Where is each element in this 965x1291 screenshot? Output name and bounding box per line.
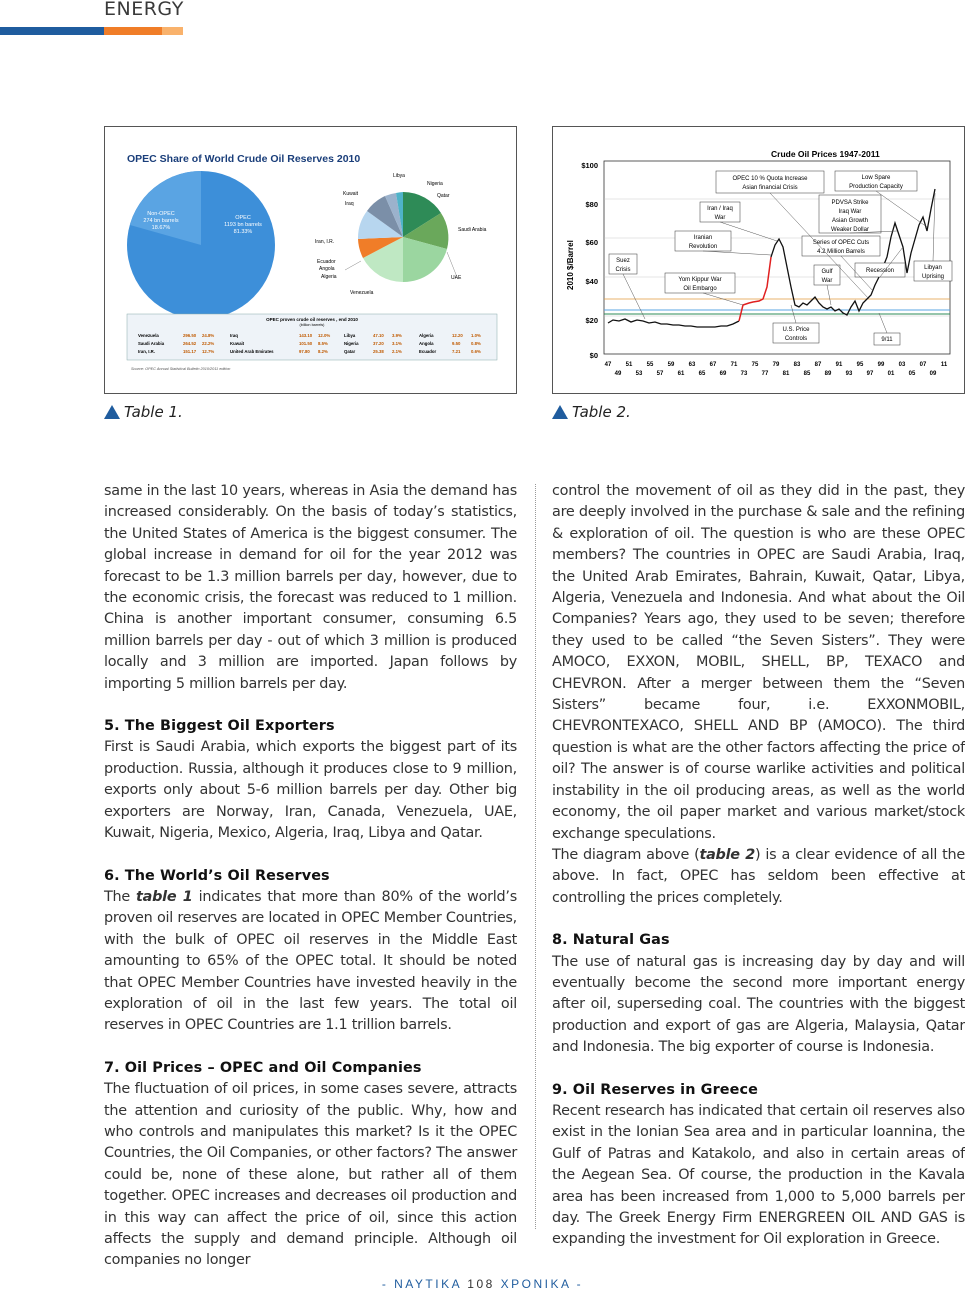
annotation: Revolution <box>688 244 718 250</box>
x-tick-label: 75 <box>751 362 759 368</box>
label-saudi-arabia: Saudi Arabia <box>458 227 487 233</box>
x-tick-label: 93 <box>845 371 853 377</box>
section-label: ENERGY <box>104 0 184 20</box>
footer-right: ΧΡΟΝΙΚΑ - <box>500 1277 584 1291</box>
x-tick-label: 91 <box>835 362 843 368</box>
paragraph: The fluctuation of oil prices, in some cases severe, attracts the attention and curiosity of the public. Why, how and who controls and manipulates this market? Is it the OPEC Countries, the Oil Companies, or other factors? The answer could be, none of these alone, but rather all of them together. OPEC increases and decreases oil production and in this way can affect the price of oil, since this action affects the supply and demand principle. Although oil companies no longer <box>104 1081 517 1269</box>
table-title: OPEC proven crude oil reserves , end 2010 <box>266 317 358 322</box>
table-cell: Venezuela <box>138 333 159 338</box>
table-rows <box>138 333 481 354</box>
header-bar-light-orange <box>162 27 183 35</box>
table-cell: Qatar <box>344 349 356 354</box>
figure2-title: Crude Oil Prices 1947-2011 <box>771 149 880 159</box>
label-uae: UAE <box>451 275 462 281</box>
annotation: Asian financial Crisis <box>742 185 798 191</box>
x-tick-label: 11 <box>940 362 948 368</box>
paragraph: same in the last 10 years, whereas in Asia the demand has increased considerably. On the basis of today’s statistics, the United States of America is the biggest consumer. The global increase in demand for oil for the year 2012 was forecast to be 1.3 million barrels per day, however, due to the economic crisis, the forecast was reduced to 1 million. China is another important consumer, consuming 6.5 million barrels per day - out of which 3 million is produced locally and 3 million are imported. Japan follows by importing 5 million barrels per day. <box>104 483 517 692</box>
left-column <box>104 481 517 1272</box>
table-cell: Iran, I.R. <box>138 349 155 354</box>
table-cell: 2.1% <box>392 349 402 354</box>
paragraph: First is Saudi Arabia, which exports the biggest part of its production. Russia, although it produces close to 9 million, exports only about 5-6 million barrels per day. Other big exporters are Norway, Iran, Canada, Venezuela, UAE, Kuwait, Nigeria, Mexico, Algeria, Iraq, Libya and Qatar. <box>104 739 517 842</box>
table-cell: Kuwait <box>230 341 245 346</box>
x-tick-label: 03 <box>898 362 906 368</box>
footer-left: - ΝΑΥΤΙΚΑ <box>381 1277 462 1291</box>
x-tick-label: 95 <box>856 362 864 368</box>
footer <box>0 1277 965 1291</box>
x-tick-label: 83 <box>793 362 801 368</box>
label-iran: Iran, I.R. <box>315 239 335 245</box>
table-reference: table 1 <box>136 888 193 905</box>
table-cell: 101.50 <box>299 341 313 346</box>
label-libya: Libya <box>393 173 405 179</box>
annotation: Uprising <box>921 274 945 280</box>
x-tick-label: 71 <box>730 362 738 368</box>
section-heading: 7. Oil Prices – OPEC and Oil Companies <box>104 1059 422 1076</box>
label-kuwait: Kuwait <box>343 191 359 197</box>
table-cell: 3.1% <box>392 341 402 346</box>
figure1-title: OPEC Share of World Crude Oil Reserves 2010 <box>127 153 361 165</box>
annotation: Production Capacity <box>849 184 903 190</box>
table2-caption-text: Table 2. <box>572 403 631 421</box>
table-cell: 22.2% <box>202 341 215 346</box>
opec-label: OPEC <box>235 215 251 221</box>
section-heading: 8. Natural Gas <box>552 932 670 949</box>
opec-breakdown-pie <box>358 192 448 282</box>
annotation: Iraq War <box>838 209 862 215</box>
section-heading: 9. Oil Reserves in Greece <box>552 1081 758 1098</box>
table-reference: table 2 <box>699 846 756 863</box>
x-tick-label: 09 <box>929 371 937 377</box>
table-cell: 47.10 <box>373 333 384 338</box>
table-cell: Libya <box>344 333 356 338</box>
table-cell: 7.21 <box>452 349 461 354</box>
section-heading: 5. The Biggest Oil Exporters <box>104 718 335 735</box>
x-tick-label: 69 <box>719 371 727 377</box>
x-tick-label: 87 <box>814 362 822 368</box>
non-opec-label: Non-OPEC <box>147 211 175 217</box>
x-tick-label: 61 <box>677 371 685 377</box>
x-ticks-top <box>605 362 948 368</box>
annotation: Weaker Dollar <box>831 227 869 233</box>
table-cell: Iraq <box>230 333 238 338</box>
opec-pct: 81.33% <box>233 229 253 235</box>
table-cell: 24.8% <box>202 333 215 338</box>
annotation: Asian Growth <box>831 218 869 224</box>
y-ticks <box>581 161 598 360</box>
table-cell: 143.10 <box>299 333 313 338</box>
x-tick-label: 05 <box>908 371 916 377</box>
annotation: PDVSA Strike <box>831 200 869 206</box>
annotation: Recession <box>865 268 895 274</box>
opec-value: 1193 bn barrels <box>224 222 262 228</box>
x-tick-label: 01 <box>887 371 895 377</box>
x-tick-label: 77 <box>761 371 769 377</box>
paragraph: The table 1 indicates that more than 80% of the world’s proven oil reserves are located in OPEC Member Countries, with the bulk of OPEC oil reserves in the Middle East amounting to 65% of the OPEC total. It should be noted that OPEC Member Countries have invested heavily in the exploration of oil in the last few years. The total oil reserves in OPEC Countries are 1.1 trillion barrels. <box>104 888 517 1034</box>
paragraph: Recent research has indicated that certain oil reserves also exist in the Ionian Sea area and in particular Ioannina, the Gulf of Patras and Katakolo, and also in certain areas of the Aegean Sea. Of course, the production in the Kavala area has been increased from 1,000 to 5,000 barrels per day. The Greek Energy Firm ENERGREEN OIL AND GAS is expanding the investment for Oil exploration in Greece. <box>552 1102 965 1248</box>
table-cell: 97.80 <box>299 349 310 354</box>
x-tick-label: 47 <box>604 362 612 368</box>
table-cell: 151.17 <box>183 349 197 354</box>
annotation: U.S. Price <box>782 327 810 333</box>
table-cell: Algeria <box>419 333 434 338</box>
non-opec-pct: 18.67% <box>151 225 171 231</box>
y-tick-label: $20 <box>585 316 598 325</box>
table-cell: 8.2% <box>318 349 328 354</box>
page-number: 108 <box>467 1277 495 1291</box>
table-unit: (billion barrels) <box>299 323 325 327</box>
table-cell: 12.7% <box>202 349 215 354</box>
non-opec-value: 274 bn barrels <box>143 218 179 224</box>
table-cell: 37.20 <box>373 341 384 346</box>
triangle-icon <box>104 405 120 419</box>
annotation: Low Spare <box>861 175 891 181</box>
section-heading: 6. The World’s Oil Reserves <box>104 867 330 884</box>
annotation: Suez <box>616 258 630 264</box>
x-tick-label: 79 <box>772 362 780 368</box>
table-cell: Angola <box>419 341 434 346</box>
y-tick-label: $60 <box>585 238 598 247</box>
figure-crude-oil-prices <box>552 126 965 394</box>
label-qatar: Qatar <box>437 193 450 199</box>
table-cell: United Arab Emirates <box>230 349 274 354</box>
x-tick-label: 65 <box>698 371 706 377</box>
paragraph: The use of natural gas is increasing day by day and will eventually become the second more important energy after oil, superseding coal. The countries with the biggest production and export of gas are Algeria, Malaysia, Qatar and Indonesia. The big exporter of course is Indonesia. <box>552 953 965 1056</box>
x-tick-label: 53 <box>635 371 643 377</box>
table-cell: Saudi Arabia <box>138 341 165 346</box>
x-tick-label: 85 <box>803 371 811 377</box>
x-ticks-bottom <box>615 371 937 377</box>
column-divider <box>535 484 536 1229</box>
x-tick-label: 07 <box>919 362 927 368</box>
label-iraq: Iraq <box>345 201 354 207</box>
y-tick-label: $100 <box>581 161 598 170</box>
table-cell: 3.9% <box>392 333 402 338</box>
x-tick-label: 89 <box>824 371 832 377</box>
annotation: War <box>821 278 833 284</box>
x-tick-label: 51 <box>625 362 633 368</box>
figure1-source: Source: OPEC Annual Statistical Bulletin 2010/2011 edition <box>131 367 231 371</box>
triangle-icon <box>552 405 568 419</box>
table-cell: 0.8% <box>471 341 481 346</box>
x-tick-label: 57 <box>656 371 664 377</box>
table-cell: 0.6% <box>471 349 481 354</box>
y-tick-label: $0 <box>589 351 598 360</box>
table-cell: 9.50 <box>452 341 461 346</box>
table-cell: 8.5% <box>318 341 328 346</box>
x-tick-label: 67 <box>709 362 717 368</box>
table1-caption-text: Table 1. <box>124 403 183 421</box>
y-tick-label: $80 <box>585 200 598 209</box>
x-tick-label: 55 <box>646 362 654 368</box>
annotation: Libyan <box>924 265 942 271</box>
annotation: 9/11 <box>881 337 893 343</box>
x-tick-label: 99 <box>877 362 885 368</box>
paragraph: control the movement of oil as they did in the past, they are deeply involved in the purchase & sale and the refining & exploration of oil. The question is who are these OPEC members? The countries in OPEC are Saudi Arabia, Iraq, the United Arab Emirates, Bahrain, Kuwait, Qatar, Libya, Algeria, Venezuela and Indonesia. And what about the Oil Companies? Years ago, they used to be seven; therefore they used to be called “the Seven Sisters”. They were AMOCO, EXXON, MOBIL, SHELL, BP, TEXACO and CHEVRON. After a merger between them the “Seven Sisters” became four, i.e. EXXONMOBIL, CHEVRONTEXACO, SHELL AND BP (AMOCO). The third question is what are the other factors affecting the price of oil? The answer is of course warlike activities and political instability in the oil producing areas, as well as the world economy, the oil paper market and various market/stock exchange speculations. <box>552 483 965 842</box>
annotation: Oil Embargo <box>683 286 717 292</box>
x-tick-label: 73 <box>740 371 748 377</box>
right-column <box>552 481 965 1251</box>
header-bar-blue <box>0 27 104 35</box>
figure-opec-reserves <box>104 126 517 394</box>
annotation: 4.2 Million Barrels <box>817 249 865 255</box>
label-angola: Angola <box>319 266 335 272</box>
y-tick-label: $40 <box>585 277 598 286</box>
table1-caption <box>104 403 183 421</box>
annotation: Yom Kippur War <box>678 277 722 283</box>
header-bar-orange <box>104 27 162 35</box>
table-cell: Nigeria <box>344 341 359 346</box>
figure2-ylabel: 2010 $/Barrel <box>566 240 575 290</box>
annotation: Crisis <box>615 267 631 273</box>
annotation: Iran / Iraq <box>707 206 733 212</box>
table-cell: 12.0% <box>318 333 331 338</box>
x-tick-label: 81 <box>782 371 790 377</box>
table-cell: 264.52 <box>183 341 197 346</box>
label-nigeria: Nigeria <box>427 181 443 187</box>
table-cell: 1.0% <box>471 333 481 338</box>
table-cell: 12.20 <box>452 333 463 338</box>
paragraph: The diagram above (table 2) is a clear evidence of all the above. In fact, OPEC has seldom been effective at controlling the prices completely. <box>552 846 965 906</box>
label-algeria: Algeria <box>321 274 337 280</box>
annotation: Controls <box>784 336 808 342</box>
table-cell: 296.50 <box>183 333 197 338</box>
annotation: War <box>714 215 726 221</box>
x-tick-label: 59 <box>667 362 675 368</box>
table2-caption <box>552 403 631 421</box>
x-tick-label: 63 <box>688 362 696 368</box>
annotation: Iranian <box>693 235 713 241</box>
label-ecuador: Ecuador <box>317 259 336 265</box>
annotation: Gulf <box>821 269 833 275</box>
label-venezuela: Venezuela <box>350 290 374 296</box>
x-tick-label: 97 <box>866 371 874 377</box>
table-cell: Ecuador <box>419 349 437 354</box>
table-cell: 25.38 <box>373 349 384 354</box>
annotation: Series of OPEC Cuts <box>812 240 870 246</box>
x-tick-label: 49 <box>614 371 622 377</box>
annotation: OPEC 10 % Quota Increase <box>732 176 808 182</box>
